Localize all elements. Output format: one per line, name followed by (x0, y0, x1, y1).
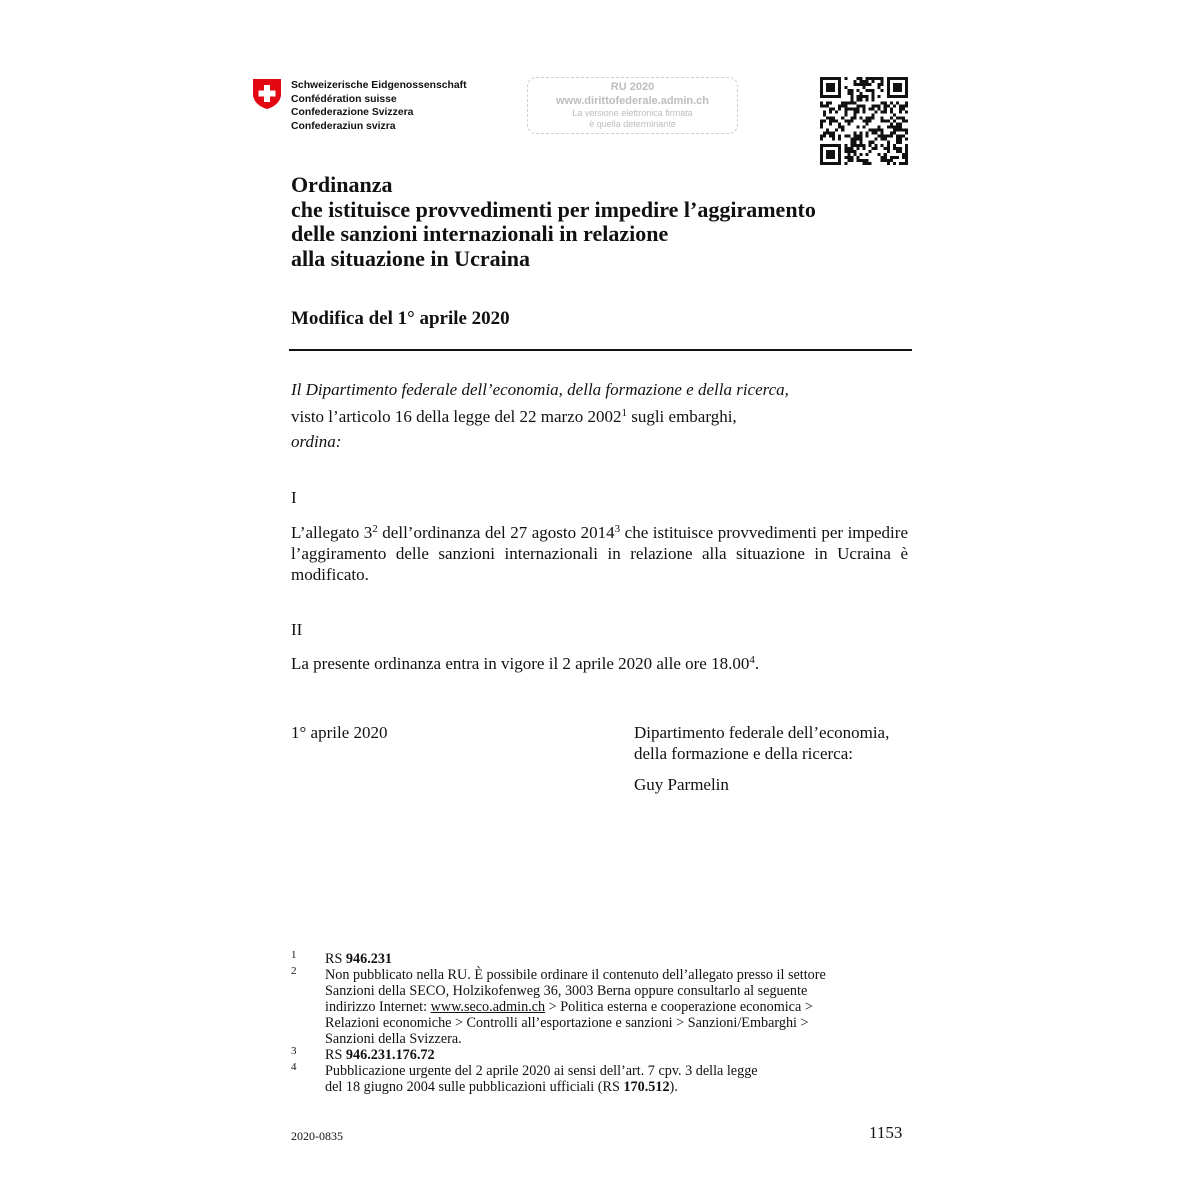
footnote-2-line-4: Relazioni economiche > Controlli all’esportazione e sanzioni > Sanzioni/Embarghi > (325, 1015, 809, 1031)
footnote-1 (325, 951, 392, 967)
section-2-text-end: . (754, 654, 760, 673)
document-subtitle: Modifica del 1° aprile 2020 (291, 308, 510, 329)
page-number: 1153 (869, 1123, 903, 1142)
footnote-1-ref: 946.231 (345, 951, 393, 967)
document-number: 2020-0835 (291, 1129, 343, 1143)
footnote-2-line-3a: indirizzo Internet: (325, 999, 431, 1015)
stamp-line-3: La versione elettronica firmata (572, 108, 693, 118)
footnote-4 (325, 1063, 758, 1095)
footnote-3 (325, 1047, 435, 1063)
title-divider (289, 349, 912, 351)
preamble-basis-text: visto l’articolo 16 della legge del 22 marzo 2002 (291, 407, 622, 426)
section-2-text-main: La presente ordinanza entra in vigore il 2 aprile 2020 alle ore 18.00 (291, 654, 750, 673)
confed-it: Confederazione Svizzera (291, 107, 414, 118)
footnote-ref-1: 1 (621, 407, 627, 419)
footnote-2-line-2: Sanzioni della SECO, Holzikofenweg 36, 3003 Berna oppure consultarlo al seguente (325, 983, 808, 999)
footnote-ref-4: 4 (749, 654, 755, 666)
confederation-names (291, 79, 467, 133)
confed-de: Schweizerische Eidgenossenschaft (291, 80, 467, 91)
confed-fr: Confédération suisse (291, 93, 397, 105)
footnote-ref-3: 3 (614, 523, 621, 535)
footnote-4-ref: 170.512 (623, 1079, 670, 1095)
footnote-number-1: 1 (291, 949, 297, 961)
signature-department-2: della formazione e della ricerca: (634, 744, 853, 763)
document-title (291, 173, 931, 271)
footnote-4-line-2a: del 18 giugno 2004 sulle pubblicazioni ufficiali (RS (325, 1079, 624, 1095)
footnote-2-line-3b: > Politica esterna e cooperazione economica > (545, 999, 813, 1015)
footnote-1-prefix: RS (325, 951, 346, 967)
footnote-3-ref: 946.231.176.72 (345, 1047, 435, 1063)
section-1-text-a: L’allegato 3 (291, 523, 373, 542)
footnote-3-prefix: RS (325, 1047, 346, 1063)
section-1-text-c: che istituisce provvedimenti per impedire l’aggiramento delle sanzioni internazionali in relazione alla situazione in Ucraina è modificato. (291, 523, 908, 584)
preamble-basis-end: sugli embarghi, (626, 407, 737, 426)
section-heading-1: I (291, 488, 297, 507)
title-line-3: delle sanzioni internazionali in relazione (291, 221, 669, 246)
stamp-line-4: è quella determinante (589, 119, 676, 129)
preamble-ordina: ordina: (291, 432, 342, 451)
footnote-4-line-2 (325, 1079, 758, 1095)
title-line-2: che istituisce provvedimenti per impedire l’aggiramento (291, 196, 816, 222)
confed-rm: Confederaziun svizra (291, 120, 396, 132)
stamp-line-2: www.dirittofederale.admin.ch (555, 95, 709, 107)
swiss-cross-logo (252, 78, 282, 110)
signature-department-1: Dipartimento federale dell’economia, (634, 723, 890, 742)
section-heading-2: II (291, 620, 303, 639)
title-line-4: alla situazione in Ucraina (291, 245, 530, 271)
ru-stamp (527, 77, 738, 134)
signature-name: Guy Parmelin (634, 775, 729, 794)
qr-code-icon (820, 77, 908, 165)
footnote-2 (325, 967, 826, 1047)
footnote-2-line-3 (325, 999, 826, 1015)
footnote-2-line-1: Non pubblicato nella RU. È possibile ordinare il contenuto dell’allegato presso il settore (325, 967, 826, 983)
preamble-authority: Il Dipartimento federale dell’economia, della formazione e della ricerca, (291, 380, 789, 399)
section-2-text (291, 654, 759, 674)
seco-link[interactable]: www.seco.admin.ch (430, 999, 546, 1015)
footnote-number-2: 2 (291, 965, 297, 977)
footnote-4-line-2b: ). (669, 1079, 678, 1095)
section-1-text-b: dell’ordinanza del 27 agosto 2014 (377, 523, 615, 542)
footnote-2-line-5: Sanzioni della Svizzera. (325, 1031, 462, 1047)
signature-date: 1° aprile 2020 (291, 723, 388, 742)
stamp-line-1: RU 2020 (610, 81, 655, 93)
preamble-basis (291, 407, 737, 427)
footnote-ref-2: 2 (372, 523, 378, 535)
footnote-4-line-1: Pubblicazione urgente del 2 aprile 2020 ai sensi dell’art. 7 cpv. 3 della legge (325, 1063, 758, 1079)
footnote-number-4: 4 (291, 1061, 297, 1073)
section-1-text (291, 522, 908, 585)
footnote-number-3: 3 (291, 1045, 297, 1057)
title-line-1: Ordinanza (291, 172, 393, 197)
